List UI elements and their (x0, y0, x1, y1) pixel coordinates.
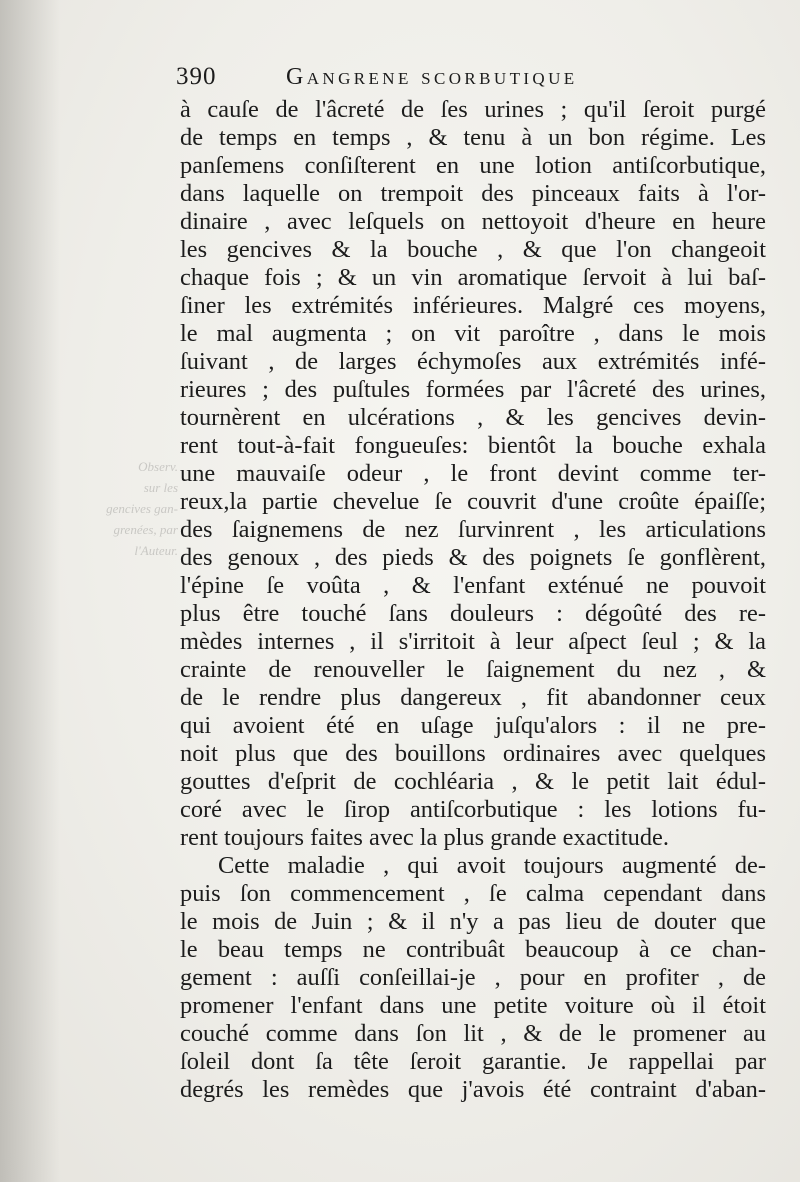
text-line: crainte de renouveller le ſaignement du nez , & (180, 656, 766, 683)
text-line: mèdes internes , il s'irritoit à leur aſpect ſeul ; & la (180, 628, 766, 655)
text-line: ſiner les extrémités inférieures. Malgré ces moyens, (180, 292, 766, 319)
text-line: de le rendre plus dangereux , fit abandonner ceux (180, 684, 766, 711)
text-line: ſoleil dont ſa tête ſeroit garantie. Je rappellai par (180, 1048, 766, 1075)
text-line: couché comme dans ſon lit , & de le promener au (180, 1020, 766, 1047)
text-line: degrés les remèdes que j'avois été contraint d'aban- (180, 1076, 766, 1103)
text-line: l'épine ſe voûta , & l'enfant exténué ne pouvoit (180, 572, 766, 599)
text-line: à cauſe de l'âcreté de ſes urines ; qu'il ſeroit purgé (180, 96, 766, 123)
binding-shadow (0, 0, 60, 1182)
text-line: le mois de Juin ; & il n'y a pas lieu de douter que (180, 908, 766, 935)
page-number: 390 (176, 63, 217, 90)
margin-note-line: Observ. (138, 459, 178, 474)
text-line: une mauvaiſe odeur , le front devint comme ter- (180, 460, 766, 487)
text-line: le beau temps ne contribuât beaucoup à ce chan- (180, 936, 766, 963)
text-line: plus être touché ſans douleurs : dégoûté des re- (180, 600, 766, 627)
text-line: ſuivant , de larges échymoſes aux extrémités infé- (180, 348, 766, 375)
text-line: gement : auſſi conſeillai-je , pour en profiter , de (180, 964, 766, 991)
running-head (176, 62, 696, 92)
text-line: panſemens conſiſterent en une lotion antiſcorbutique, (180, 152, 766, 179)
running-title: Gangrene scorbutique (286, 64, 578, 90)
text-line: gouttes d'eſprit de cochléaria , & le petit lait édul- (180, 768, 766, 795)
text-line: dinaire , avec leſquels on nettoyoit d'heure en heure (180, 208, 766, 235)
body-text (180, 96, 766, 1104)
text-line: rent tout-à-fait fongueuſes: bientôt la bouche exhala (180, 432, 766, 459)
margin-note-line: grenées, par (113, 522, 178, 537)
text-line: tournèrent en ulcérations , & les gencives devin- (180, 404, 766, 431)
text-line: le mal augmenta ; on vit paroître , dans le mois (180, 320, 766, 347)
text-line: promener l'enfant dans une petite voiture où il étoit (180, 992, 766, 1019)
margin-note-line: sur les (143, 480, 178, 495)
text-line: rent toujours faites avec la plus grande exactitude. (180, 824, 669, 851)
text-line: des ſaignemens de nez ſurvinrent , les articulations (180, 516, 766, 543)
text-line: les gencives & la bouche , & que l'on changeoit (180, 236, 766, 263)
text-line: de temps en temps , & tenu à un bon régime. Les (180, 124, 766, 151)
text-line: Cette maladie , qui avoit toujours augmenté de- (218, 852, 766, 879)
text-line: noit plus que des bouillons ordinaires avec quelques (180, 740, 766, 767)
text-line: coré avec le ſirop antiſcorbutique : les lotions fu- (180, 796, 766, 823)
text-line: des genoux , des pieds & des poignets ſe gonflèrent, (180, 544, 766, 571)
margin-note (48, 456, 178, 561)
margin-note-line: gencives gan- (106, 501, 178, 516)
text-line: dans laquelle on trempoit des pinceaux faits à l'or- (180, 180, 766, 207)
text-line: qui avoient été en uſage juſqu'alors : il ne pre- (180, 712, 766, 739)
text-line: chaque fois ; & un vin aromatique ſervoit à lui baſ- (180, 264, 766, 291)
text-line: reux,la partie chevelue ſe couvrit d'une croûte épaiſſe; (180, 488, 766, 515)
margin-note-line: l'Auteur. (134, 543, 178, 558)
text-line: puis ſon commencement , ſe calma cependant dans (180, 880, 766, 907)
text-line: rieures ; des puſtules formées par l'âcreté des urines, (180, 376, 766, 403)
